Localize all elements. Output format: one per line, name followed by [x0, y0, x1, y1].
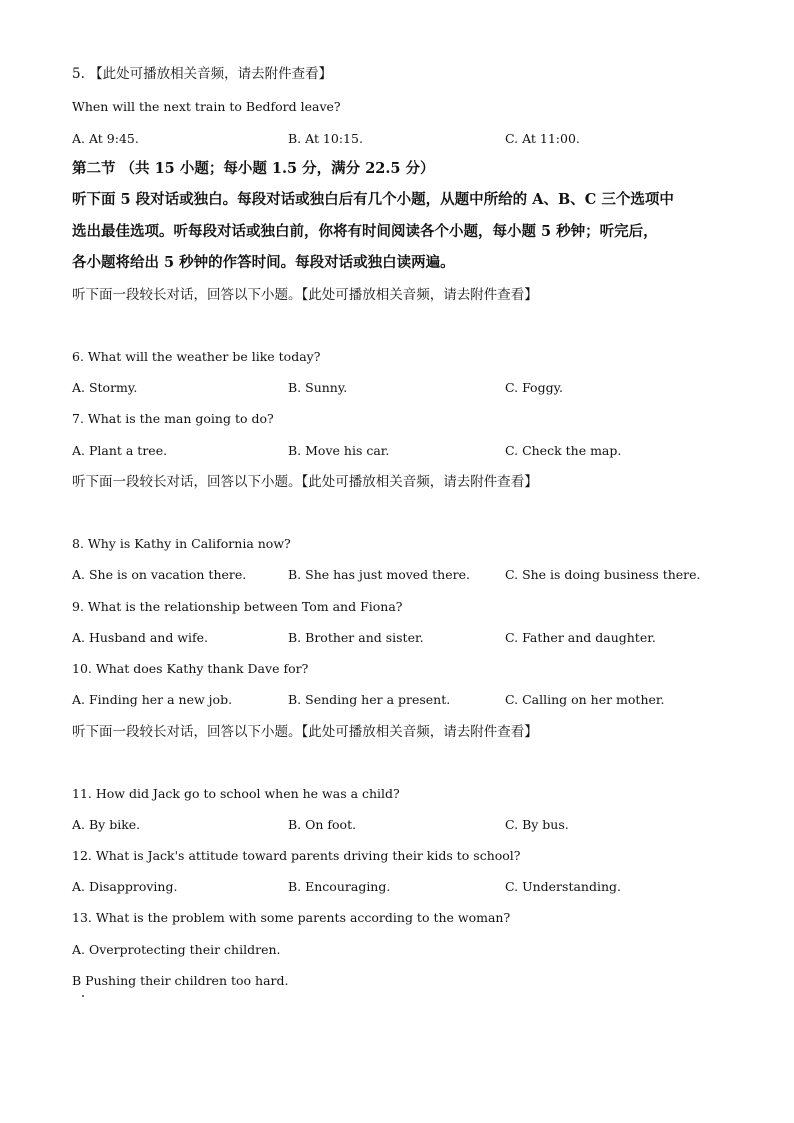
q12-option-a: A. Disapproving.: [72, 879, 178, 894]
dialogue3-prompt: 听下面一段较长对话，回答以下小题。【此处可播放相关音频，请去附件查看】: [72, 724, 538, 740]
q6-option-c: C. Foggy.: [505, 380, 563, 395]
section2-title: 第二节 （共 15 小题；每小题 1.5 分，满分 22.5 分）: [72, 160, 435, 177]
q7-option-c: C. Check the map.: [505, 443, 622, 458]
q9-option-b: B. Brother and sister.: [288, 630, 424, 645]
q12-option-c: C. Understanding.: [505, 879, 621, 894]
section2-instruction-line: 听下面 5 段对话或独白。每段对话或独白后有几个小题，从题中所给的 A、B、C 三个选项中: [72, 191, 674, 208]
q7-question: 7. What is the man going to do?: [72, 411, 274, 426]
q7-option-a: A. Plant a tree.: [72, 443, 168, 458]
q13-question: 13. What is the problem with some parents according to the woman?: [72, 910, 511, 925]
q11-question: 11. How did Jack go to school when he was a child?: [72, 786, 400, 801]
q5-option-c: C. At 11:00.: [505, 131, 580, 146]
q13-option-b: B Pushing their children too hard.: [72, 973, 289, 988]
q11-option-b: B. On foot.: [288, 817, 357, 832]
section2-instruction-line: 各小题将给出 5 秒钟的作答时间。每段对话或独白读两遍。: [72, 254, 455, 271]
q5-header: 5. 【此处可播放相关音频，请去附件查看】: [72, 66, 333, 82]
q7-option-b: B. Move his car.: [288, 443, 390, 458]
q6-question: 6. What will the weather be like today?: [72, 349, 321, 364]
q12-option-b: B. Encouraging.: [288, 879, 391, 894]
q6-option-a: A. Stormy.: [72, 380, 138, 395]
q8-question: 8. Why is Kathy in California now?: [72, 536, 291, 551]
q8-option-c: C. She is doing business there.: [505, 567, 701, 582]
q10-option-c: C. Calling on her mother.: [505, 692, 665, 707]
q6-option-b: B. Sunny.: [288, 380, 348, 395]
q5-option-b: B. At 10:15.: [288, 131, 363, 146]
q10-option-b: B. Sending her a present.: [288, 692, 451, 707]
q13-option-a: A. Overprotecting their children.: [72, 942, 281, 957]
q10-option-a: A. Finding her a new job.: [72, 692, 233, 707]
q9-option-c: C. Father and daughter.: [505, 630, 656, 645]
dialogue1-prompt: 听下面一段较长对话，回答以下小题。【此处可播放相关音频，请去附件查看】: [72, 287, 538, 303]
q5-option-a: A. At 9:45.: [72, 131, 139, 146]
q5-question: When will the next train to Bedford leave?: [72, 99, 341, 114]
q9-option-a: A. Husband and wife.: [72, 630, 208, 645]
q9-question: 9. What is the relationship between Tom and Fiona?: [72, 599, 403, 614]
q8-option-a: A. She is on vacation there.: [72, 567, 247, 582]
q11-option-c: C. By bus.: [505, 817, 569, 832]
stray-dot: [82, 995, 84, 997]
q8-option-b: B. She has just moved there.: [288, 567, 470, 582]
q12-question: 12. What is Jack's attitude toward parents driving their kids to school?: [72, 848, 521, 863]
section2-instruction-line: 选出最佳选项。听每段对话或独白前，你将有时间阅读各个小题，每小题 5 秒钟；听完后，: [72, 223, 658, 240]
q10-question: 10. What does Kathy thank Dave for?: [72, 661, 309, 676]
q11-option-a: A. By bike.: [72, 817, 141, 832]
dialogue2-prompt: 听下面一段较长对话，回答以下小题。【此处可播放相关音频，请去附件查看】: [72, 474, 538, 490]
